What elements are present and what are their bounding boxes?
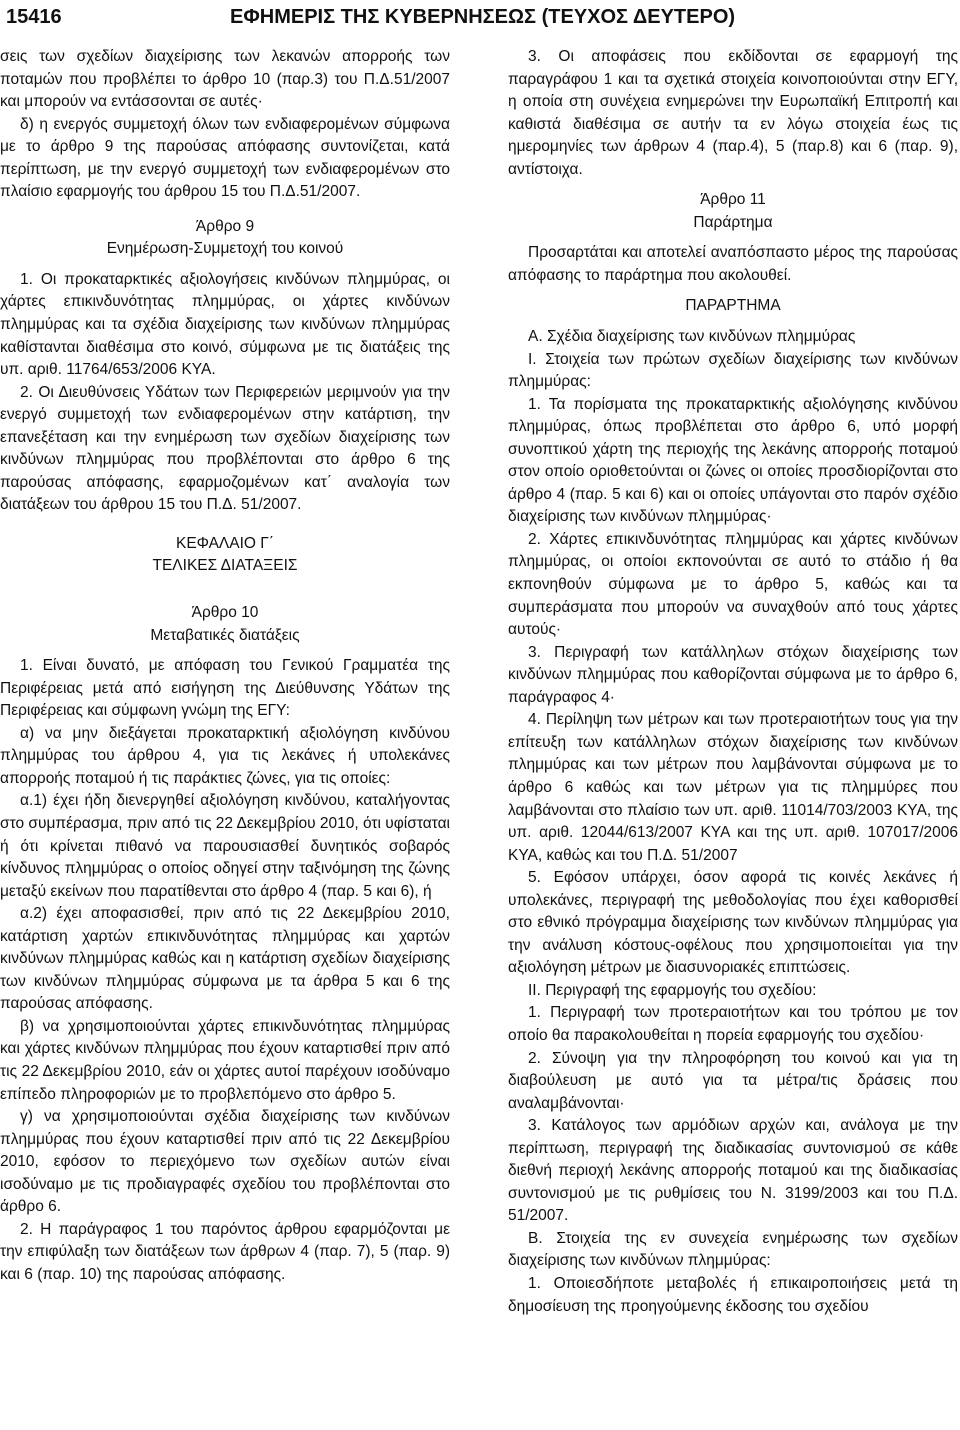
paragraph: 2. Χάρτες επικινδυνότητας πλημμύρας και χάρτες κινδύνων πλημμύρας, οι οποίοι εκπονούνται σε αυτό το στάδιο ή θα εκπονηθούν σύμφωνα με το άρθρο 5, καθώς και τα συμπεράσματα που μπορούν να συναχθούν από τους χάρτες αυτούς· bbox=[508, 530, 958, 639]
paragraph: β) να χρησιμοποιούνται χάρτες επικινδυνότητας πλημμύρας και χάρτες κινδύνων πλημμύρας που έχουν καταρτισθεί πριν από τις 22 Δεκεμβρίου 2010, εάν οι χάρτες αυτοί παρέχουν ισοδύναμο επίπεδο πληροφοριών με το προβλεπόμενο στο άρθρο 5. bbox=[0, 1017, 450, 1103]
paragraph: 1. Είναι δυνατό, με απόφαση του Γενικού Γραμματέα της Περιφέρειας μετά από εισήγηση της Διεύθυνσης Υδάτων της Περιφέρειας και σύμφωνη γνώμη της ΕΓΥ: bbox=[0, 657, 450, 720]
section-heading: Β. Στοιχεία της εν συνεχεία ενημέρωσης των σχεδίων διαχείρισης των κινδύνων πλημμύρας: bbox=[508, 1229, 958, 1270]
paragraph: 3. Κατάλογος των αρμόδιων αρχών και, ανάλογα με την περίπτωση, περιγραφή της διαδικασίας συντονισμού σε κάθε διεθνή περιοχή λεκάνης απορροής ποταμού και της διαδικασίας συντονισμού με τις ρυθμίσεις του Ν. 3199/2003 και του Π.Δ. 51/2007. bbox=[508, 1117, 958, 1225]
paragraph: 2. Οι Διευθύνσεις Υδάτων των Περιφερειών μεριμνούν για την ενεργό συμμετοχή των ενδιαφερομένων στην κατάρτιση, την επανεξέταση και την ενημέρωση των σχεδίων διαχείρισης των κινδύνων πλημμύρας που προβλέπονται στο άρθρο 6 της παρούσας απόφασης, εφαρμοζομένων κατ΄ αναλογία των διατάξεων του άρθρου 15 του Π.Δ. 51/2007. bbox=[0, 383, 450, 514]
paragraph: 2. Σύνοψη για την πληροφόρηση του κοινού και για τη διαβούλευση με αυτό για τα μέτρα/τις δράσεις που αναλαμβάνονται· bbox=[508, 1049, 958, 1112]
article-10-title: Άρθρο 10 bbox=[191, 604, 259, 622]
paragraph: 1. Περιγραφή των προτεραιοτήτων και του τρόπου με τον οποίο θα παρακολουθείται η πορεία εφαρμογής του σχεδίου· bbox=[508, 1004, 958, 1044]
chapter-subtitle: ΤΕΛΙΚΕΣ ΔΙΑΤΑΞΕΙΣ bbox=[152, 557, 298, 575]
paragraph: 1. Οποιεσδήποτε μεταβολές ή επικαιροποιήσεις μετά τη δημοσίευση της προηγούμενης έκδοσης του σχεδίου bbox=[508, 1274, 958, 1315]
article-11-subtitle: Παράρτημα bbox=[693, 213, 773, 231]
page-number: 15416 bbox=[6, 6, 62, 28]
paragraph: 4. Περίληψη των μέτρων και των προτεραιοτήτων τους για την επίτευξη των κατάλληλων στόχων διαχείρισης των κινδύνων πλημμύρας και των μέτρων που λαμβάνονται σύμφωνα με το άρθρο 6 καθώς και των μέτρων για τις πλημμύρες που λαμβάνονται στο πλαίσιο των υπ. αριθ. 11014/703/2003 ΚΥΑ, της υπ. αριθ. 12044/613/2007 ΚΥΑ και της υπ. αριθ. 107017/2006 ΚΥΑ, καθώς και του Π.Δ. 51/2007 bbox=[508, 711, 958, 864]
paragraph: δ) η ενεργός συμμετοχή όλων των ενδιαφερομένων σύμφωνα με το άρθρο 9 της παρούσας απόφασης συντονίζεται, κατά περίπτωση, με την ενεργό συμμετοχή των ενδιαφερομένων στο πλαίσιο εφαρμογής του άρθρου 15 του Π.Δ.51/2007. bbox=[0, 115, 450, 201]
paragraph: 3. Οι αποφάσεις που εκδίδονται σε εφαρμογή της παραγράφου 1 και τα σχετικά στοιχεία κοινοποιούνται στην ΕΓΥ, η οποία στη συνέχεια ενημερώνει την Ευρωπαϊκή Επιτροπή και καθιστά διαθέσιμα σε αυτήν τα εν λόγω στοιχεία έως τις ημερομηνίες των άρθρων 4 (παρ.4), 5 (παρ.8) και 6 (παρ. 9), αντίστοιχα. bbox=[508, 48, 958, 178]
section-heading: Α. Σχέδια διαχείρισης των κινδύνων πλημμύρας bbox=[528, 328, 856, 346]
chapter-title: ΚΕΦΑΛΑΙΟ Γ΄ bbox=[176, 534, 274, 552]
paragraph: 2. Η παράγραφος 1 του παρόντος άρθρου εφαρμόζονται με την επιφύλαξη των διατάξεων των άρθρων 4 (παρ. 7), 5 (παρ. 9) και 6 (παρ. 10) της παρούσας απόφασης. bbox=[0, 1220, 450, 1283]
section-heading: ΙΙ. Περιγραφή της εφαρμογής του σχεδίου: bbox=[528, 981, 817, 999]
paragraph: 3. Περιγραφή των κατάλληλων στόχων διαχείρισης των κινδύνων πλημμύρας που καθορίζονται σύμφωνα με το άρθρο 6, παράγραφος 4· bbox=[508, 643, 958, 706]
paragraph: σεις των σχεδίων διαχείρισης των λεκανών απορροής των ποταμών που προβλέπει το άρθρο 10 (παρ.3) του Π.Δ.51/2007 και μπορούν να εντάσσονται σε αυτές· bbox=[0, 48, 450, 111]
paragraph: α) να μην διεξάγεται προκαταρκτική αξιολόγηση κινδύνου πλημμύρας του άρθρου 4, για τις λεκάνες ή υπολεκάνες απορροής ποταμού ή τις παράκτιες ζώνες, για τις οποίες: bbox=[0, 724, 450, 787]
gazette-title: ΕΦΗΜΕΡΙΣ ΤΗΣ ΚΥΒΕΡΝΗΣΕΩΣ (ΤΕΥΧΟΣ ΔΕΥΤΕΡΟ) bbox=[230, 6, 736, 28]
article-10-subtitle: Μεταβατικές διατάξεις bbox=[150, 626, 300, 644]
page-header bbox=[0, 0, 960, 34]
paragraph: γ) να χρησιμοποιούνται σχέδια διαχείρισης των κινδύνων πλημμύρας που έχουν καταρτισθεί πριν από τις 22 Δεκεμβρίου 2010, εφόσον το περιεχόμενο των σχεδίων αυτών είναι ισοδύναμο με τις προδιαγραφές σχεδίου του προβλέπονται στο άρθρο 6. bbox=[0, 1108, 450, 1216]
right-column bbox=[508, 46, 958, 1318]
annex-title: ΠΑΡΑΡΤΗΜΑ bbox=[685, 297, 781, 315]
paragraph: 1. Οι προκαταρκτικές αξιολογήσεις κινδύνων πλημμύρας, οι χάρτες επικινδυνότητας πλημμύρας, οι χάρτες κινδύνων πλημμύρας και τα σχέδια διαχείρισης των κινδύνων πλημμύρας καθίστανται διαθέσιμα στο κοινό, σύμφωνα με τις διατάξεις της υπ. αριθ. 11764/653/2006 ΚΥΑ. bbox=[0, 270, 450, 379]
article-9-subtitle: Ενημέρωση-Συμμετοχή του κοινού bbox=[106, 240, 344, 258]
paragraph: α.1) έχει ήδη διενεργηθεί αξιολόγηση κινδύνου, καταλήγοντας στο συμπέρασμα, πριν από τις 22 Δεκεμβρίου 2010, ότι υφίσταται ή ότι κρίνεται πιθανό να παρουσιασθεί δυνητικός σοβαρός κίνδυνος πλημμύρας ο οποίος οδηγεί στην ταξινόμηση της ζώνης μεταξύ εκείνων που παρατίθενται στο άρθρο 4 (παρ. 5 και 6), ή bbox=[0, 792, 450, 900]
article-9-title: Άρθρο 9 bbox=[195, 217, 255, 235]
paragraph: Προσαρτάται και αποτελεί αναπόσπαστο μέρος της παρούσας απόφασης το παράρτημα που ακολουθεί. bbox=[508, 244, 958, 284]
section-heading: Ι. Στοιχεία των πρώτων σχεδίων διαχείρισης των κινδύνων πλημμύρας: bbox=[508, 350, 958, 391]
paragraph: 5. Εφόσον υπάρχει, όσον αφορά τις κοινές λεκάνες ή υπολεκάνες, περιγραφή της μεθοδολογίας που έχει καθορισθεί στο εθνικό πρόγραμμα διαχείρισης των κινδύνων πλημμύρας για την ανάλυση κόστους-οφέλους που χρησιμοποιείται για την αξιολόγηση μέτρων με διασυνοριακές επιπτώσεις. bbox=[508, 869, 958, 977]
paragraph: α.2) έχει αποφασισθεί, πριν από τις 22 Δεκεμβρίου 2010, κατάρτιση χαρτών επικινδυνότητας πλημμύρας και χαρτών κινδύνων πλημμύρας καθώς και η κατάρτιση σχεδίων διαχείρισης των κινδύνων πλημμύρας σύμφωνα με τα άρθρα 5 και 6 της παρούσας απόφασης. bbox=[0, 905, 450, 1013]
paragraph: 1. Τα πορίσματα της προκαταρκτικής αξιολόγησης κινδύνου πλημμύρας, όπως προβλέπεται στο άρθρο 6, υπό μορφή συνοπτικού χάρτη της περιοχής της λεκάνης απορροής ποταμού στον οποίο οριοθετούνται οι ζώνες οι οποίες προσδιορίζονται στο άρθρο 4 (παρ. 5 και 6) και οι οποίες υπάγονται στο παρόν σχέδιο διαχείρισης των κινδύνων πλημμύρας· bbox=[508, 395, 958, 526]
article-11-title: Άρθρο 11 bbox=[700, 191, 766, 209]
left-column bbox=[0, 46, 450, 1286]
